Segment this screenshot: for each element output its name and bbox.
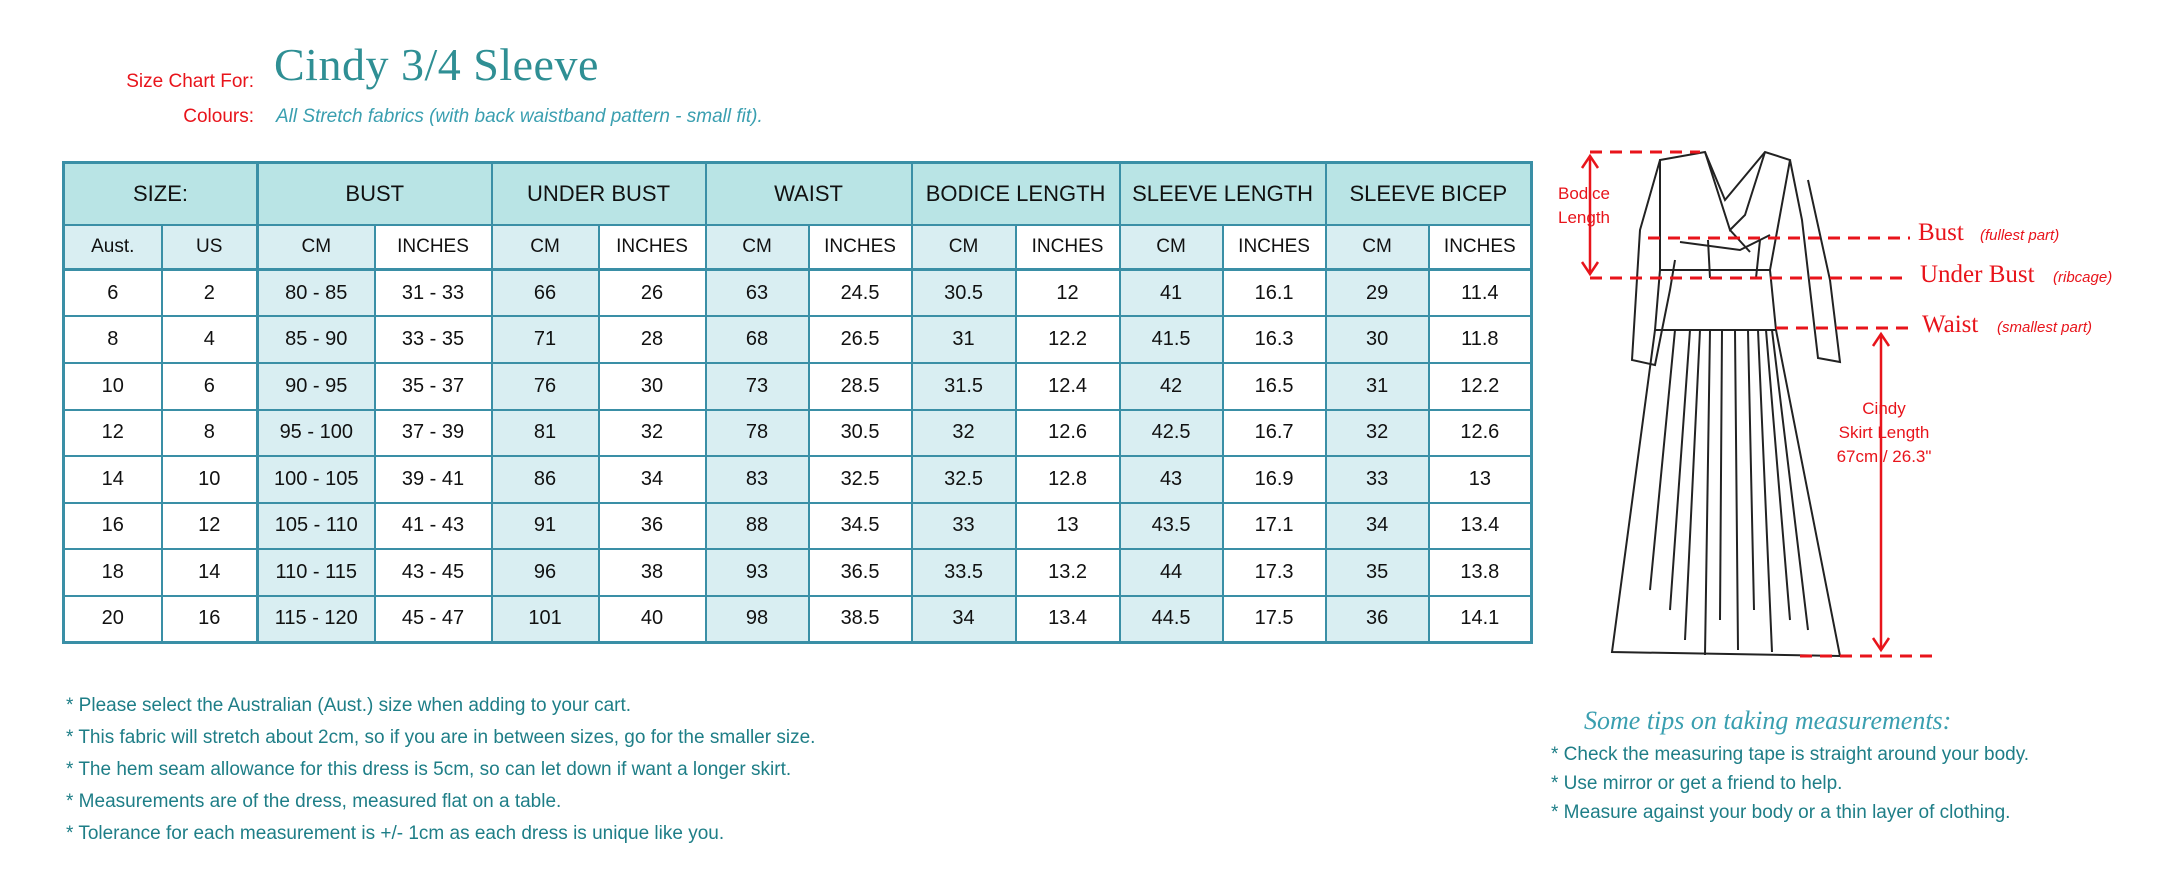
- sub-header-cell: INCHES: [1429, 225, 1532, 270]
- table-cell: 38: [599, 549, 706, 596]
- table-cell: 88: [706, 503, 809, 550]
- dress-outline: [1612, 152, 1840, 656]
- skirt-length-label-3: 67cm / 26.3": [1836, 447, 1932, 466]
- table-cell: 101: [492, 596, 599, 643]
- table-cell: 73: [706, 363, 809, 410]
- table-cell: 14: [64, 456, 162, 503]
- table-cell: 16.5: [1223, 363, 1326, 410]
- table-cell: 40: [599, 596, 706, 643]
- table-cell: 11.8: [1429, 316, 1532, 363]
- table-cell: 12: [162, 503, 258, 550]
- table-cell: 13: [1016, 503, 1120, 550]
- tip-item: * Check the measuring tape is straight around your body.: [1551, 744, 2030, 765]
- table-cell: 76: [492, 363, 599, 410]
- group-header-waist: WAIST: [706, 163, 912, 225]
- table-cell: 91: [492, 503, 599, 550]
- table-cell: 35 - 37: [375, 363, 492, 410]
- table-body: [64, 270, 1532, 643]
- table-cell: 16: [162, 596, 258, 643]
- table-cell: 93: [706, 549, 809, 596]
- table-cell: 28: [599, 316, 706, 363]
- tip-item: * Measure against your body or a thin layer of clothing.: [1551, 802, 2011, 823]
- table-cell: 81: [492, 410, 599, 457]
- table-cell: 31 - 33: [375, 270, 492, 317]
- table-cell: 36: [1326, 596, 1429, 643]
- table-cell: 45 - 47: [375, 596, 492, 643]
- sub-header-cell: Aust.: [64, 225, 162, 270]
- table-cell: 12.4: [1016, 363, 1120, 410]
- table-cell: 16.7: [1223, 410, 1326, 457]
- table-cell: 6: [162, 363, 258, 410]
- table-cell: 44: [1120, 549, 1223, 596]
- group-header-row: [64, 163, 1532, 225]
- table-cell: 66: [492, 270, 599, 317]
- table-cell: 37 - 39: [375, 410, 492, 457]
- table-cell: 12.2: [1429, 363, 1532, 410]
- table-row: [64, 316, 1532, 363]
- table-row: [64, 363, 1532, 410]
- group-header-bodice-length: BODICE LENGTH: [912, 163, 1120, 225]
- table-cell: 78: [706, 410, 809, 457]
- table-cell: 32.5: [809, 456, 912, 503]
- colours-label: Colours:: [183, 106, 254, 127]
- table-cell: 17.5: [1223, 596, 1326, 643]
- table-cell: 32: [599, 410, 706, 457]
- table-cell: 29: [1326, 270, 1429, 317]
- table-cell: 36: [599, 503, 706, 550]
- table-cell: 12.8: [1016, 456, 1120, 503]
- sub-header-cell: CM: [492, 225, 599, 270]
- table-cell: 16: [64, 503, 162, 550]
- table-cell: 30: [1326, 316, 1429, 363]
- table-cell: 33: [912, 503, 1016, 550]
- table-cell: 13.8: [1429, 549, 1532, 596]
- size-chart-table: [62, 161, 1533, 644]
- table-cell: 71: [492, 316, 599, 363]
- table-cell: 31: [1326, 363, 1429, 410]
- table-cell: 63: [706, 270, 809, 317]
- table-cell: 16.9: [1223, 456, 1326, 503]
- table-cell: 18: [64, 549, 162, 596]
- table-cell: 10: [64, 363, 162, 410]
- sub-header-cell: CM: [258, 225, 375, 270]
- table-cell: 42: [1120, 363, 1223, 410]
- size-chart-label: Size Chart For:: [126, 71, 254, 92]
- table-cell: 33 - 35: [375, 316, 492, 363]
- table-cell: 17.3: [1223, 549, 1326, 596]
- table-cell: 13: [1429, 456, 1532, 503]
- table-cell: 13.4: [1016, 596, 1120, 643]
- sub-header-cell: US: [162, 225, 258, 270]
- table-cell: 44.5: [1120, 596, 1223, 643]
- sub-header-cell: INCHES: [599, 225, 706, 270]
- tips-title: Some tips on taking measurements:: [1584, 706, 1952, 735]
- table-cell: 12.6: [1429, 410, 1532, 457]
- table-cell: 12.6: [1016, 410, 1120, 457]
- table-cell: 31: [912, 316, 1016, 363]
- table-cell: 6: [64, 270, 162, 317]
- table-cell: 43 - 45: [375, 549, 492, 596]
- table-cell: 83: [706, 456, 809, 503]
- group-header-sleeve-bicep: SLEEVE BICEP: [1326, 163, 1532, 225]
- table-cell: 85 - 90: [258, 316, 375, 363]
- table-cell: 38.5: [809, 596, 912, 643]
- sub-header-cell: INCHES: [809, 225, 912, 270]
- under-bust-note: (ribcage): [2053, 269, 2113, 286]
- waist-note: (smallest part): [1997, 319, 2093, 336]
- table-cell: 12: [64, 410, 162, 457]
- table-cell: 34: [912, 596, 1016, 643]
- table-row: [64, 503, 1532, 550]
- bodice-length-label-1: Bodice: [1558, 184, 1610, 203]
- table-cell: 41.5: [1120, 316, 1223, 363]
- table-row: [64, 410, 1532, 457]
- dress-measurement-diagram: [1540, 140, 2159, 670]
- table-cell: 16.3: [1223, 316, 1326, 363]
- table-cell: 30.5: [809, 410, 912, 457]
- table-cell: 12: [1016, 270, 1120, 317]
- table-cell: 98: [706, 596, 809, 643]
- note-item: * Tolerance for each measurement is +/- 1cm as each dress is unique like you.: [66, 823, 725, 844]
- under-bust-label: Under Bust: [1920, 261, 2035, 288]
- table-cell: 95 - 100: [258, 410, 375, 457]
- sub-header-cell: CM: [1326, 225, 1429, 270]
- table-cell: 34: [1326, 503, 1429, 550]
- table-cell: 32.5: [912, 456, 1016, 503]
- bodice-length-label-2: Length: [1558, 208, 1610, 227]
- colours-value: All Stretch fabrics (with back waistband pattern - small fit).: [276, 106, 763, 127]
- table-cell: 96: [492, 549, 599, 596]
- table-row: [64, 549, 1532, 596]
- table-cell: 8: [64, 316, 162, 363]
- table-cell: 26: [599, 270, 706, 317]
- table-cell: 32: [912, 410, 1016, 457]
- sub-header-cell: INCHES: [1016, 225, 1120, 270]
- note-item: * This fabric will stretch about 2cm, so if you are in between sizes, go for the smaller size.: [66, 727, 816, 748]
- table-cell: 42.5: [1120, 410, 1223, 457]
- table-cell: 90 - 95: [258, 363, 375, 410]
- group-header-sleeve-length: SLEEVE LENGTH: [1120, 163, 1326, 225]
- sub-header-row: [64, 225, 1532, 270]
- table-cell: 14: [162, 549, 258, 596]
- note-item: * Please select the Australian (Aust.) size when adding to your cart.: [66, 695, 632, 716]
- table-cell: 12.2: [1016, 316, 1120, 363]
- table-cell: 43.5: [1120, 503, 1223, 550]
- table-cell: 17.1: [1223, 503, 1326, 550]
- table-cell: 10: [162, 456, 258, 503]
- table-cell: 31.5: [912, 363, 1016, 410]
- table-cell: 26.5: [809, 316, 912, 363]
- table-cell: 30: [599, 363, 706, 410]
- group-header-size: SIZE:: [64, 163, 258, 225]
- sub-header-cell: CM: [1120, 225, 1223, 270]
- table-cell: 80 - 85: [258, 270, 375, 317]
- table-cell: 24.5: [809, 270, 912, 317]
- note-item: * Measurements are of the dress, measured flat on a table.: [66, 791, 562, 812]
- table-cell: 30.5: [912, 270, 1016, 317]
- table-cell: 115 - 120: [258, 596, 375, 643]
- skirt-length-label-2: Skirt Length: [1838, 423, 1930, 442]
- table-cell: 35: [1326, 549, 1429, 596]
- table-cell: 13.4: [1429, 503, 1532, 550]
- table-cell: 41: [1120, 270, 1223, 317]
- table-cell: 86: [492, 456, 599, 503]
- table-cell: 105 - 110: [258, 503, 375, 550]
- table-cell: 39 - 41: [375, 456, 492, 503]
- group-header-under-bust: UNDER BUST: [492, 163, 706, 225]
- table-cell: 34.5: [809, 503, 912, 550]
- sub-header-cell: INCHES: [375, 225, 492, 270]
- sub-header-cell: INCHES: [1223, 225, 1326, 270]
- bust-label: Bust: [1918, 219, 1964, 246]
- note-item: * The hem seam allowance for this dress is 5cm, so can let down if want a longer skirt.: [66, 759, 792, 780]
- product-title: Cindy 3/4 Sleeve: [274, 39, 599, 90]
- table-cell: 110 - 115: [258, 549, 375, 596]
- table-cell: 8: [162, 410, 258, 457]
- table-cell: 28.5: [809, 363, 912, 410]
- table-cell: 68: [706, 316, 809, 363]
- table-cell: 41 - 43: [375, 503, 492, 550]
- table-cell: 13.2: [1016, 549, 1120, 596]
- table-cell: 100 - 105: [258, 456, 375, 503]
- table-row: [64, 596, 1532, 643]
- waist-label: Waist: [1922, 311, 1979, 338]
- tips-list: [1551, 740, 2029, 827]
- group-header-bust: BUST: [258, 163, 492, 225]
- table-cell: 36.5: [809, 549, 912, 596]
- table-cell: 2: [162, 270, 258, 317]
- skirt-length-label-1: Cindy: [1862, 399, 1906, 418]
- sub-header-cell: CM: [912, 225, 1016, 270]
- table-cell: 16.1: [1223, 270, 1326, 317]
- table-cell: 33.5: [912, 549, 1016, 596]
- table-cell: 11.4: [1429, 270, 1532, 317]
- table-cell: 4: [162, 316, 258, 363]
- bust-note: (fullest part): [1980, 227, 2060, 244]
- table-row: [64, 456, 1532, 503]
- table-cell: 34: [599, 456, 706, 503]
- table-cell: 32: [1326, 410, 1429, 457]
- table-row: [64, 270, 1532, 317]
- table-cell: 14.1: [1429, 596, 1532, 643]
- table-cell: 20: [64, 596, 162, 643]
- table-cell: 33: [1326, 456, 1429, 503]
- sub-header-cell: CM: [706, 225, 809, 270]
- tip-item: * Use mirror or get a friend to help.: [1551, 773, 1843, 794]
- notes-list: [66, 690, 815, 850]
- table-cell: 43: [1120, 456, 1223, 503]
